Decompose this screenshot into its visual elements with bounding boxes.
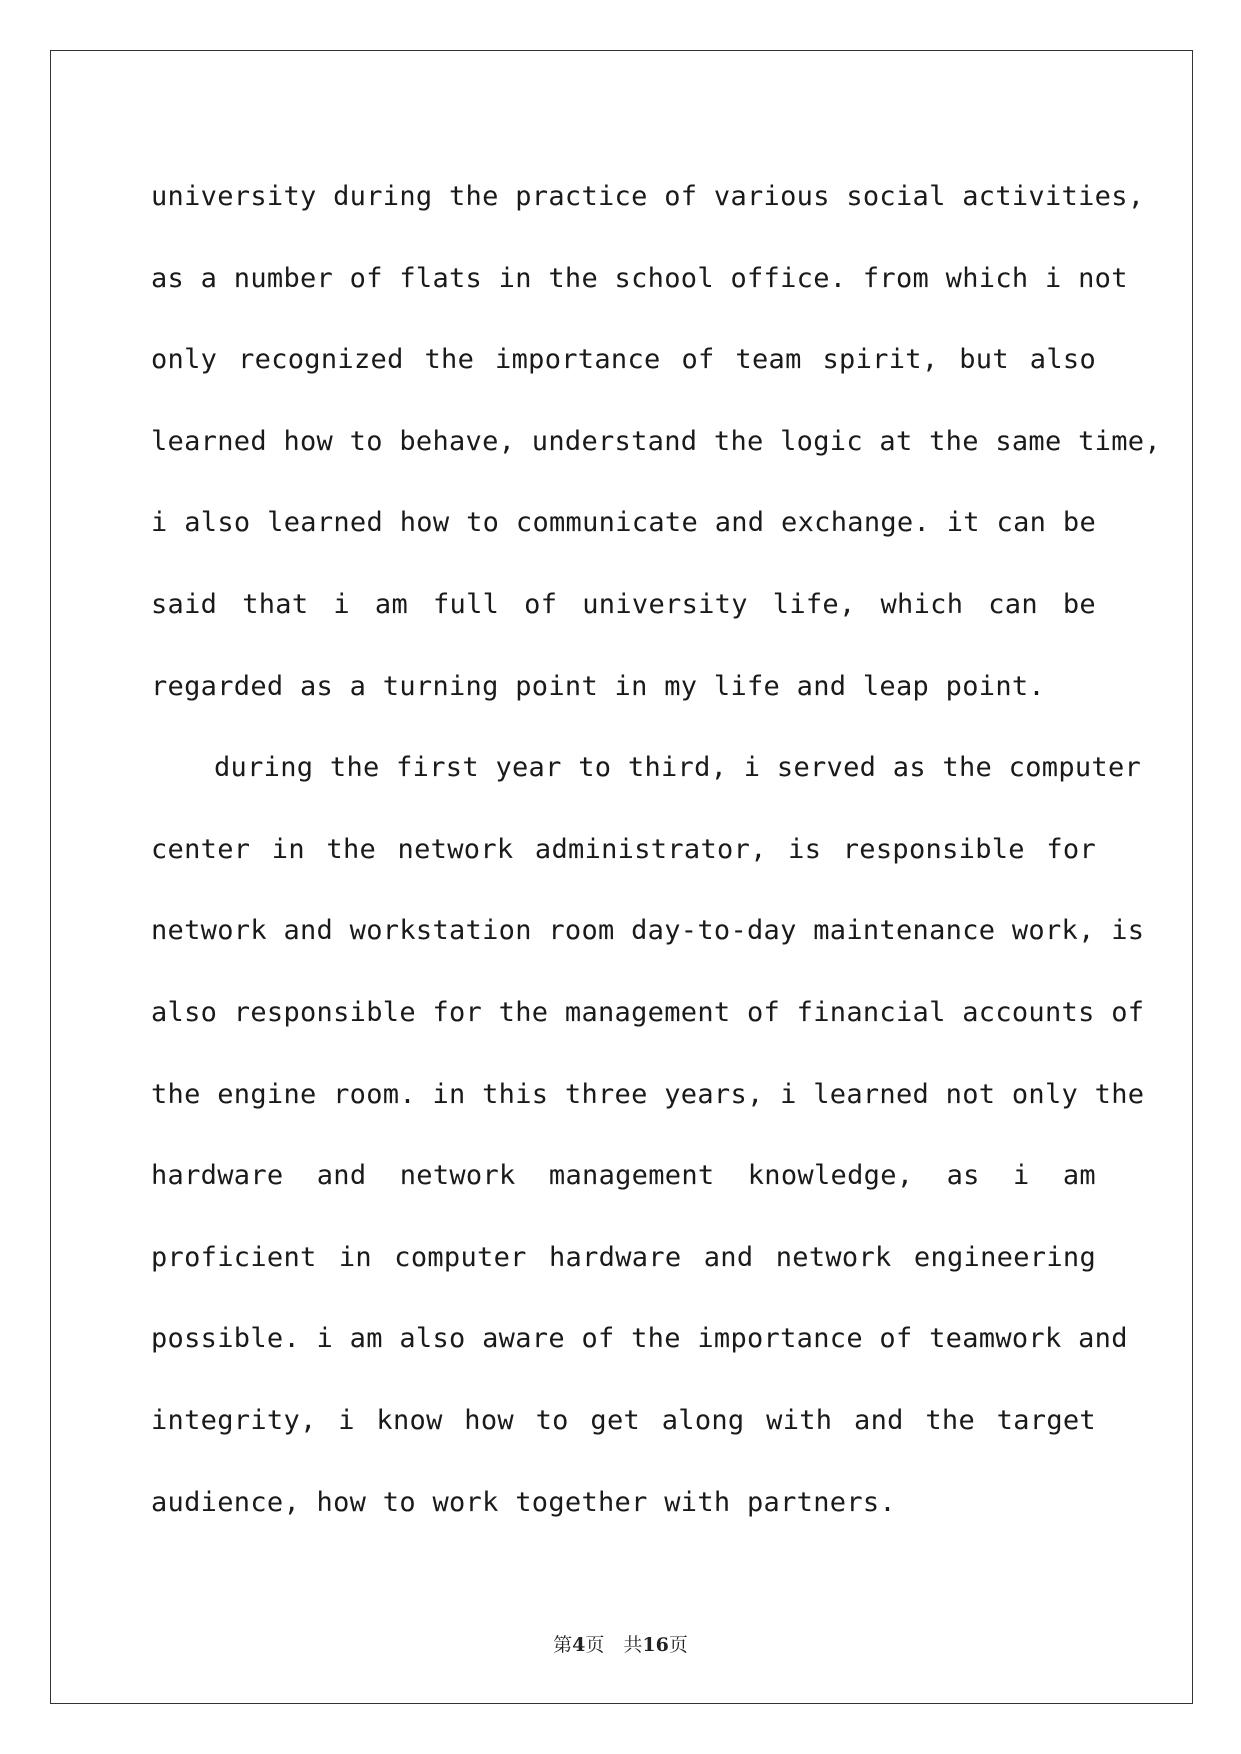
text-line: only recognized the importance of team spirit, but also (151, 344, 1096, 376)
text-line: also responsible for the management of financial accounts of (151, 996, 1145, 1028)
text-line: said that i am full of university life, which can be (151, 588, 1096, 620)
text-line: proficient in computer hardware and network engineering (151, 1241, 1096, 1273)
text-line: i also learned how to communicate and exchange. it can be (151, 507, 1096, 539)
document-body (151, 160, 1161, 1547)
total-prefix: 共 (623, 1634, 643, 1656)
text-line: audience, how to work together with partners. (151, 1486, 896, 1518)
page-number: 4 (572, 1634, 586, 1656)
paragraph-first-line: during the first year to third, i served as the computer (214, 752, 1142, 784)
text-line: possible. i am also aware of the importance of teamwork and (151, 1323, 1128, 1355)
total-suffix: 页 (668, 1634, 688, 1656)
page-suffix: 页 (585, 1634, 605, 1656)
text-line: hardware and network management knowledge, as i am (151, 1160, 1096, 1192)
text-line: network and workstation room day-to-day maintenance work, is (151, 915, 1145, 947)
page-prefix: 第 (553, 1634, 573, 1656)
text-line: the engine room. in this three years, i learned not only the (151, 1078, 1145, 1110)
text-line: university during the practice of various social activities, (151, 181, 1145, 212)
text-line: as a number of flats in the school office. from which i not (151, 262, 1128, 294)
text-line: integrity, i know how to get along with and the target (151, 1404, 1096, 1436)
total-pages: 16 (642, 1634, 669, 1656)
text-line: learned how to behave, understand the logic at the same time, (151, 425, 1161, 457)
page-footer (0, 1630, 1241, 1657)
text-line: center in the network administrator, is responsible for (151, 833, 1096, 865)
text-line: regarded as a turning point in my life and leap point. (151, 670, 1045, 702)
